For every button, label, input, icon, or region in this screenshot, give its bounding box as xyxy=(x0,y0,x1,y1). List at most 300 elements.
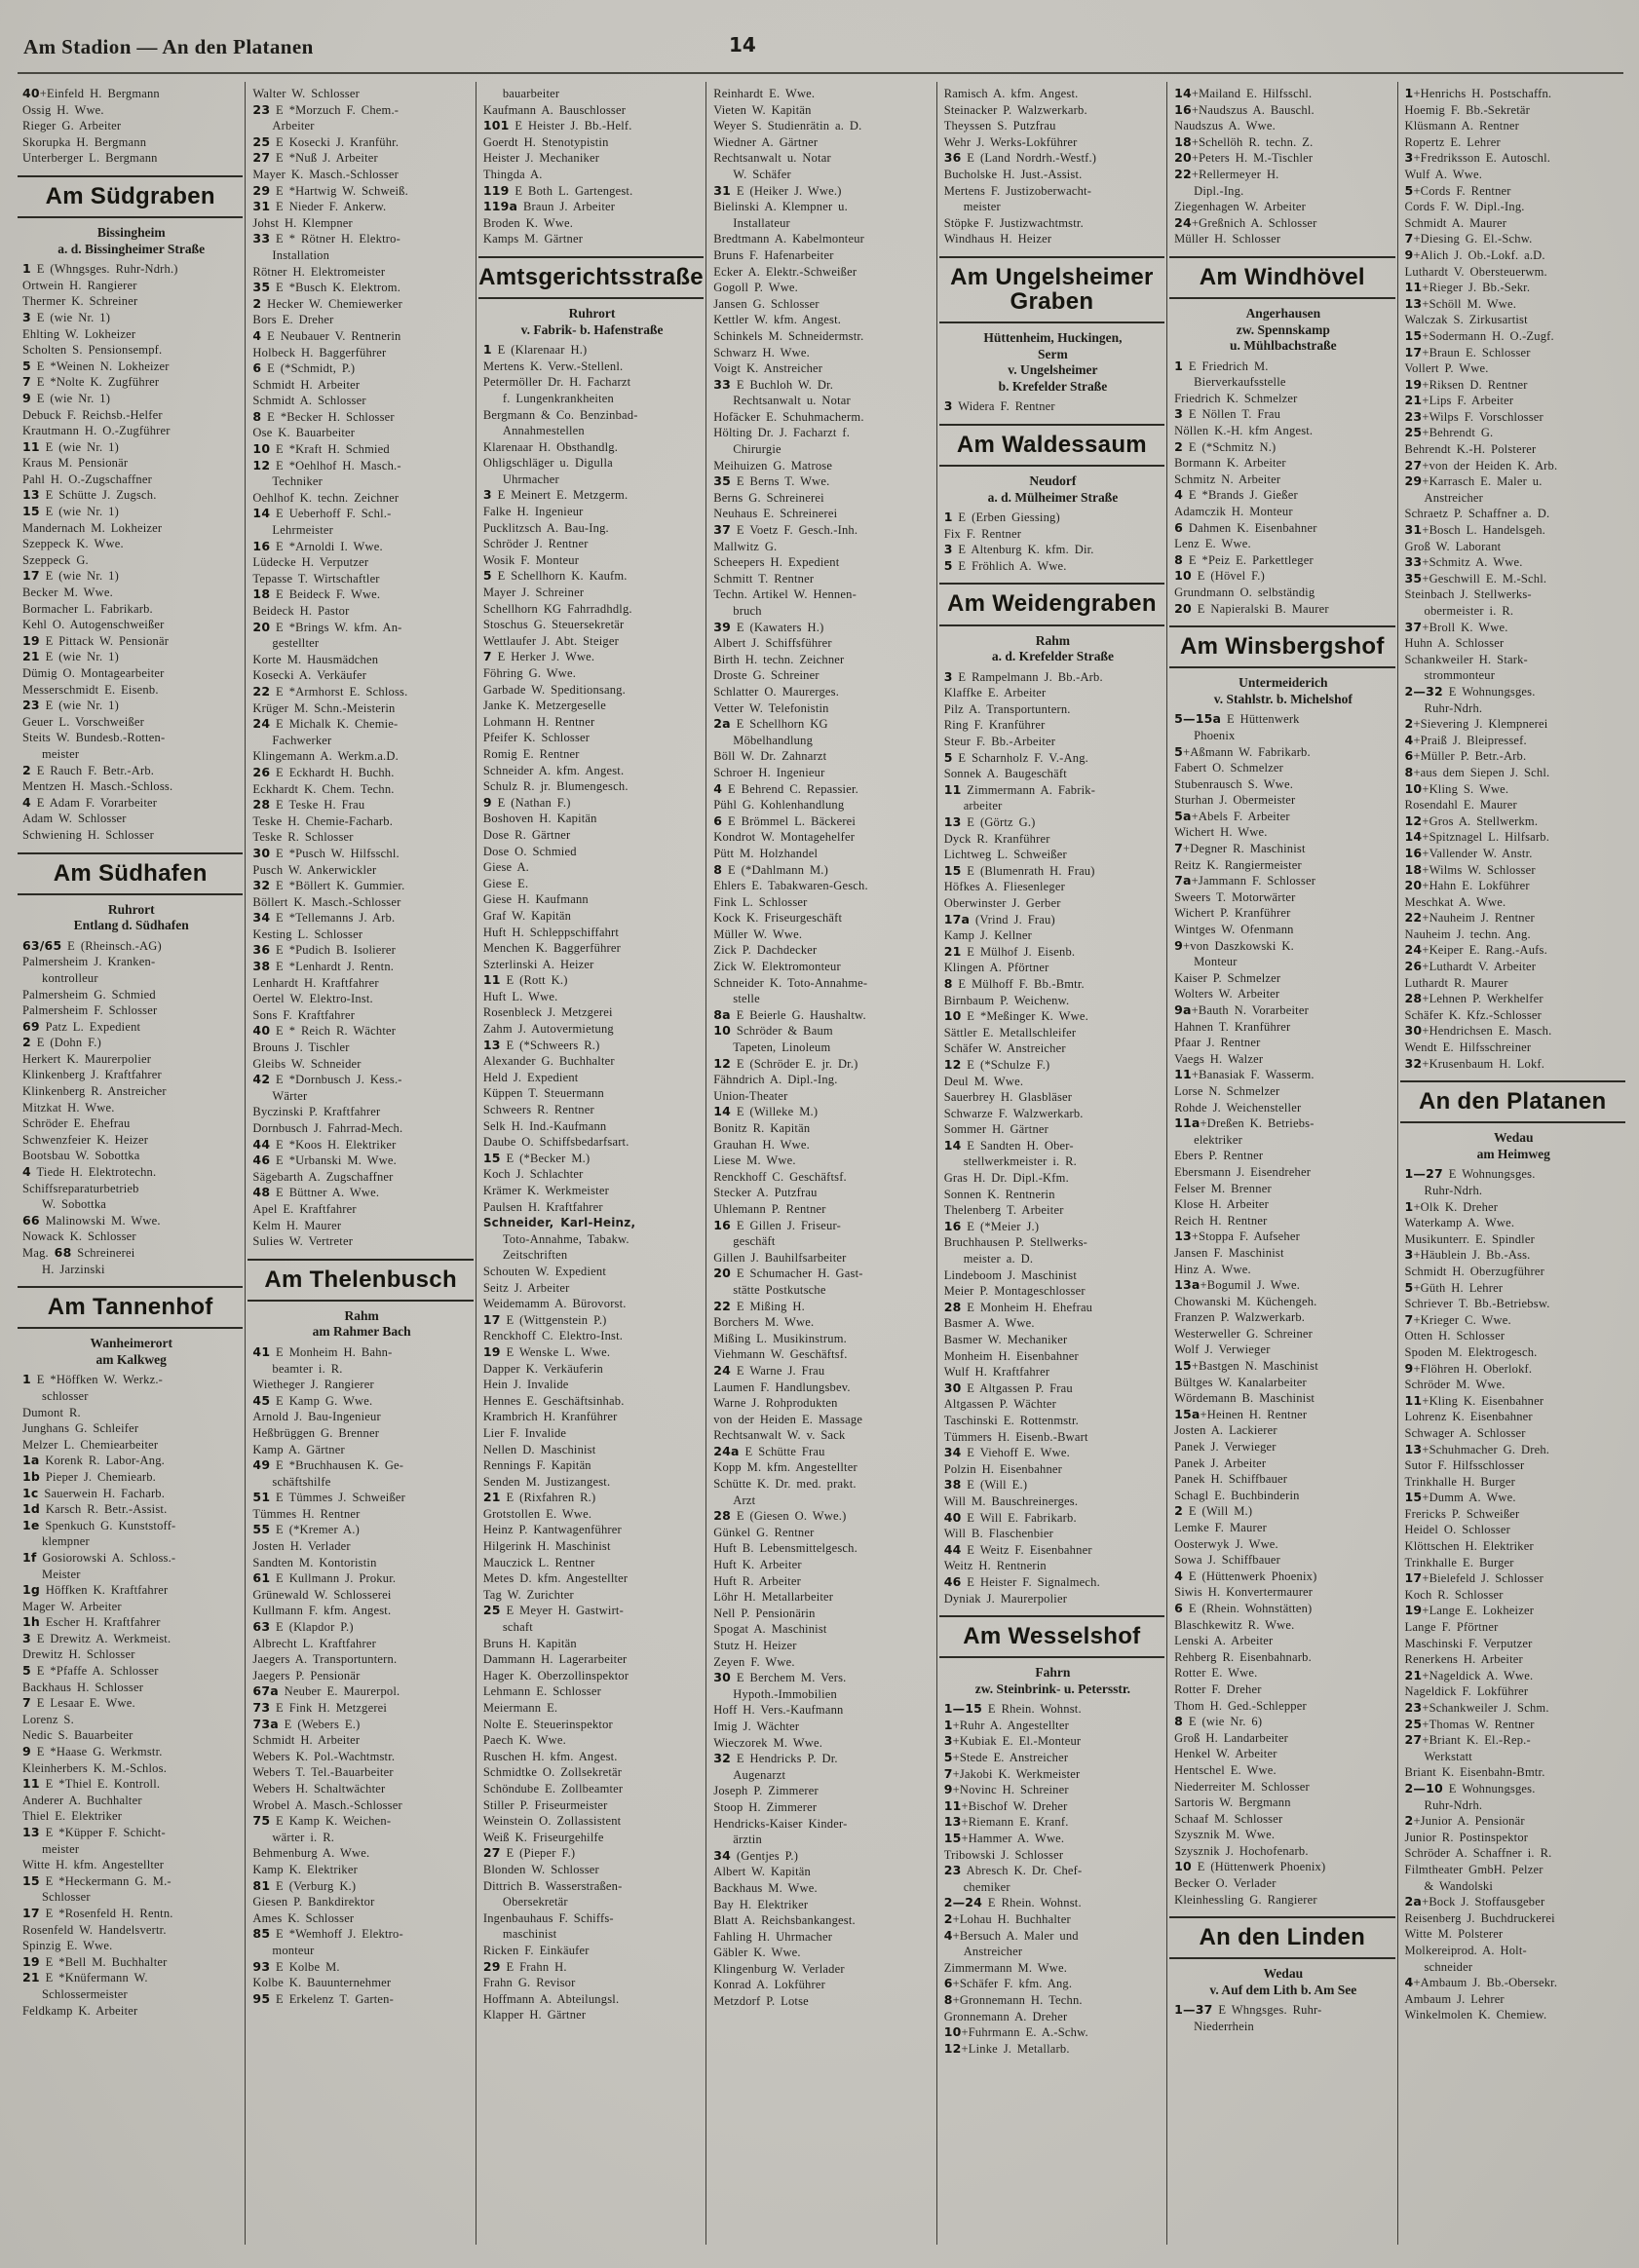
directory-entry: Melzer L. Chemiearbeiter xyxy=(22,1437,159,1452)
directory-entry: Anstreicher xyxy=(1424,490,1484,505)
directory-entry: Installateur xyxy=(733,215,790,230)
directory-entry: Giese A. xyxy=(482,860,529,875)
directory-entry: Wietheger J. Rangierer xyxy=(252,1378,374,1392)
directory-entry: 26+Luthardt V. Arbeiter xyxy=(1404,959,1537,974)
directory-entry: 51 E Tümmes J. Schweißer xyxy=(252,1490,406,1505)
directory-entry: 1c Sauerwein H. Facharb. xyxy=(22,1485,166,1500)
directory-entry: Huft L. Wwe. xyxy=(482,989,558,1003)
directory-entry: Sweers T. Motorwärter xyxy=(1174,889,1296,904)
directory-entry: Deul M. Wwe. xyxy=(943,1074,1024,1088)
directory-entry: 119a Braun J. Arbeiter xyxy=(482,199,616,214)
directory-entry: 40+Einfeld H. Bergmann xyxy=(22,86,160,100)
directory-entry: 21 E (Rixfahren R.) xyxy=(482,1490,596,1505)
directory-entry: 23 E *Morzuch F. Chem.- xyxy=(252,101,400,117)
directory-entry: 63/65 E (Rheinsch.-AG) xyxy=(22,937,162,953)
directory-entry: 8 E (wie Nr. 6) xyxy=(1174,1714,1263,1729)
directory-entry: Sturhan J. Obermeister xyxy=(1174,793,1296,808)
directory-entry: Nauheim J. techn. Ang. xyxy=(1404,926,1531,941)
directory-entry: Boshoven H. Kapitän xyxy=(482,812,597,826)
directory-entry: Romig E. Rentner xyxy=(482,746,580,761)
directory-entry: Ortwein H. Rangierer xyxy=(22,278,137,292)
directory-entry: 36 E (Land Nordrh.-Westf.) xyxy=(943,150,1097,166)
directory-entry: Schroer H. Ingenieur xyxy=(713,765,825,779)
district-subheader-line: Rahm xyxy=(1035,632,1071,648)
directory-entry: Rennings F. Kapitän xyxy=(482,1458,591,1473)
directory-entry: 38 E (Will E.) xyxy=(943,1477,1028,1493)
directory-entry: Augenarzt xyxy=(733,1767,786,1782)
directory-entry: Feldkamp K. Arbeiter xyxy=(22,2003,138,2018)
directory-entry: 15+Dumm A. Wwe. xyxy=(1404,1490,1516,1505)
directory-entry: Taschinski E. Rottenmstr. xyxy=(943,1413,1079,1427)
directory-entry: 19+Lange E. Lokheizer xyxy=(1404,1603,1535,1618)
directory-entry: Ose K. Bauarbeiter xyxy=(252,426,356,440)
directory-entry: 1d Karsch R. Betr.-Assist. xyxy=(22,1501,168,1517)
directory-entry: 63 E (Klapdor P.) xyxy=(252,1619,354,1635)
directory-entry: Sättler E. Metallschleifer xyxy=(943,1025,1077,1040)
directory-entry: stellwerkmeister i. R. xyxy=(963,1154,1078,1169)
directory-entry: Behrendt K.-H. Polsterer xyxy=(1404,442,1537,457)
directory-entry: Voigt K. Anstreicher xyxy=(713,361,823,376)
directory-entry: 1a Korenk R. Labor-Ang. xyxy=(22,1453,165,1468)
directory-entry: Phoenix xyxy=(1194,728,1236,742)
directory-entry: Schriever T. Bb.-Betriebsw. xyxy=(1404,1297,1550,1311)
directory-entry: Schulz R. jr. Blumengesch. xyxy=(482,779,629,794)
directory-entry: Möbelhandlung xyxy=(733,733,814,747)
directory-entry: Bruns H. Kapitän xyxy=(482,1636,577,1650)
directory-entry: Kopp M. kfm. Angestellter xyxy=(713,1460,858,1475)
directory-entry: Frericks P. Schweißer xyxy=(1404,1506,1520,1521)
directory-entry: 67a Neuber E. Maurerpol. xyxy=(252,1683,400,1699)
directory-entry: 101 E Heister J. Bb.-Helf. xyxy=(482,118,632,133)
directory-entry: Schröder J. Rentner xyxy=(482,537,589,551)
directory-entry: Oberwinster J. Gerber xyxy=(943,895,1061,910)
directory-entry: Kleinherbers K. M.-Schlos. xyxy=(22,1760,168,1775)
directory-entry: Ingenbauhaus F. Schiffs- xyxy=(482,1910,614,1925)
directory-entry: Schröder A. Schaffner i. R. xyxy=(1404,1846,1552,1861)
directory-entry: 9 E (wie Nr. 1) xyxy=(22,390,111,405)
directory-entry: Bergmann & Co. Benzinbad- xyxy=(482,407,638,422)
directory-entry: Mitzkat H. Wwe. xyxy=(22,1100,115,1115)
directory-entry: Schagl E. Buchbinderin xyxy=(1174,1488,1300,1502)
directory-entry: Szeppeck G. xyxy=(22,552,89,567)
directory-entry: Neuhaus E. Schreinerei xyxy=(713,507,838,521)
directory-entry: Joseph P. Zimmerer xyxy=(713,1784,819,1798)
directory-entry: Geuer L. Vorschweißer xyxy=(22,714,145,729)
directory-entry: Backhaus H. Schlosser xyxy=(22,1680,144,1694)
directory-entry: Friedrich K. Schmelzer xyxy=(1174,391,1298,405)
directory-entry: Nageldick F. Lokführer xyxy=(1404,1684,1529,1699)
directory-entry: Kleinhessling G. Rangierer xyxy=(1174,1892,1317,1907)
directory-entry: W. Schäfer xyxy=(733,167,791,181)
directory-entry: 37+Broll K. Wwe. xyxy=(1404,619,1508,634)
directory-entry: 7a+Jammann F. Schlosser xyxy=(1174,873,1316,888)
directory-entry: Scholten S. Pensionsempf. xyxy=(22,343,163,358)
directory-entry: W. Sobottka xyxy=(42,1197,107,1212)
directory-entry: 11 E *Thiel E. Kontroll. xyxy=(22,1776,161,1792)
directory-entry: Stoop H. Zimmerer xyxy=(713,1799,818,1814)
directory-entry: Bültges W. Kanalarbeiter xyxy=(1174,1375,1307,1389)
directory-entry: Dose R. Gärtner xyxy=(482,827,571,842)
directory-entry: Hoemig F. Bb.-Sekretär xyxy=(1404,102,1531,117)
directory-entry: Wolf J. Verwieger xyxy=(1174,1342,1271,1357)
directory-entry: 21+Nageldick A. Wwe. xyxy=(1404,1667,1534,1682)
directory-entry: Groß H. Landarbeiter xyxy=(1174,1730,1289,1745)
directory-entry: 20 E Napieralski B. Maurer xyxy=(1174,600,1329,616)
directory-entry: Wintges W. Ofenmann xyxy=(1174,923,1294,937)
directory-entry: Schlatter O. Maurerges. xyxy=(713,684,840,699)
directory-entry: Pfeifer K. Schlosser xyxy=(482,731,591,745)
directory-entry: Giesen P. Bankdirektor xyxy=(252,1895,375,1909)
directory-entry: Stecker A. Putzfrau xyxy=(713,1186,818,1200)
directory-column-1 xyxy=(16,82,246,2245)
street-section-header: Am Waldessaum xyxy=(939,424,1164,467)
district-subheader-line: am Heimweg xyxy=(1476,1146,1550,1161)
directory-entry: Schweers R. Rentner xyxy=(482,1103,594,1117)
directory-entry: Fix F. Rentner xyxy=(943,526,1022,541)
directory-entry: Held J. Expedient xyxy=(482,1070,579,1084)
directory-entry: Nedic S. Bauarbeiter xyxy=(22,1728,133,1743)
directory-entry: 93 E Kolbe M. xyxy=(252,1958,340,1974)
directory-entry: Goerdt H. Stenotypistin xyxy=(482,134,609,149)
directory-entry: Schwager A. Schlosser xyxy=(1404,1425,1526,1440)
directory-entry: Weinstein O. Zollassistent xyxy=(482,1814,622,1829)
street-section-header: Am Ungelsheimer Graben xyxy=(939,256,1164,323)
directory-entry: Schmitt T. Rentner xyxy=(713,571,815,586)
directory-entry: 24a E Schütte Frau xyxy=(713,1443,825,1458)
directory-entry: 27 E (Pieper F.) xyxy=(482,1845,576,1861)
directory-entry: Becker O. Verlader xyxy=(1174,1876,1277,1891)
directory-entry: 41 E Monheim H. Bahn- xyxy=(252,1343,393,1359)
directory-entry: ärztin xyxy=(733,1833,762,1847)
directory-entry: Paech K. Wwe. xyxy=(482,1733,566,1748)
directory-entry: 1e Spenkuch G. Kunststoff- xyxy=(22,1517,176,1532)
directory-entry: Obersekretär xyxy=(502,1895,568,1909)
directory-entry: 31+Bosch L. Handelsgeh. xyxy=(1404,522,1545,538)
directory-entry: Kosecki A. Verkäufer xyxy=(252,668,367,683)
directory-entry: 31 E Nieder F. Ankerw. xyxy=(252,199,387,214)
directory-entry: 15 E *Heckermann G. M.- xyxy=(22,1872,172,1888)
directory-entry: Schmitz N. Arbeiter xyxy=(1174,472,1281,486)
directory-entry: 5 E *Weinen N. Lokheizer xyxy=(22,358,170,373)
directory-entry: Broden K. Wwe. xyxy=(482,215,574,230)
directory-entry: Klingenburg W. Verlader xyxy=(713,1961,845,1976)
directory-entry: Teske H. Chemie-Facharb. xyxy=(252,813,394,828)
directory-entry: Küppen T. Steuermann xyxy=(482,1086,604,1101)
directory-entry: Wosik F. Monteur xyxy=(482,552,580,567)
directory-entry: Lindeboom J. Maschinist xyxy=(943,1267,1078,1282)
directory-entry: Schwiening H. Schlosser xyxy=(22,827,154,842)
directory-entry: 3 E Altenburg K. kfm. Dir. xyxy=(943,542,1094,557)
directory-entry: Schellhorn KG Fahrradhdlg. xyxy=(482,601,632,616)
directory-entry: 11 E (Rott K.) xyxy=(482,972,568,988)
directory-entry: schneider xyxy=(1424,1959,1473,1974)
directory-entry: 15 E (wie Nr. 1) xyxy=(22,504,119,519)
directory-entry: Stubenrausch S. Wwe. xyxy=(1174,776,1294,791)
directory-entry: 21 E *Knüfermann W. xyxy=(22,1970,148,1985)
directory-entry: 6 E Brömmel L. Bäckerei xyxy=(713,813,857,828)
directory-entry: Gleibs W. Schneider xyxy=(252,1056,362,1071)
district-subheader-line: Untermeiderich xyxy=(1239,675,1328,691)
directory-entry: Rohde J. Weichensteller xyxy=(1174,1100,1302,1115)
directory-entry: 7 E Lesaar E. Wwe. xyxy=(22,1695,135,1711)
directory-entry: 10+Kling S. Wwe. xyxy=(1404,780,1509,796)
directory-entry: Krautmann H. O.-Zugführer xyxy=(22,424,171,438)
directory-entry: Krambrich H. Kranführer xyxy=(482,1410,618,1424)
directory-entry: Schöndube E. Zollbeamter xyxy=(482,1781,624,1796)
directory-entry: Grauhan H. Wwe. xyxy=(713,1137,810,1152)
directory-entry: 31 E (Heiker J. Wwe.) xyxy=(713,182,842,198)
directory-entry: Tepasse T. Wirtschaftler xyxy=(252,571,380,586)
district-subheader-line: Entlang d. Südhafen xyxy=(73,918,189,933)
directory-entry: Ames K. Schlosser xyxy=(252,1910,355,1925)
directory-entry: Rehberg R. Eisenbahnarb. xyxy=(1174,1649,1312,1664)
directory-entry: 5 E Schellhorn K. Kaufm. xyxy=(482,568,628,584)
directory-entry: Mayer J. Schreiner xyxy=(482,586,585,600)
district-subheader-line: Bissingheim xyxy=(96,225,166,241)
directory-entry: Zimmermann M. Wwe. xyxy=(943,1960,1068,1975)
directory-entry: 13 E *Küpper F. Schicht- xyxy=(22,1825,166,1839)
directory-entry: Lemke F. Maurer xyxy=(1174,1521,1267,1534)
directory-entry: Lange F. Pförtner xyxy=(1404,1620,1499,1635)
directory-entry: Meiermann E. xyxy=(482,1701,558,1715)
district-subheader-line: Ruhrort xyxy=(568,306,616,321)
directory-entry: Steur F. Bb.-Arbeiter xyxy=(943,735,1056,749)
directory-entry: Spogat A. Maschinist xyxy=(713,1622,827,1637)
directory-entry: Palmersheim G. Schmied xyxy=(22,987,156,1002)
directory-entry: 61 E Kullmann J. Prokur. xyxy=(252,1570,397,1586)
directory-entry: Westerweller G. Schreiner xyxy=(1174,1326,1314,1341)
district-subheader-line: zw. Steinbrink- u. Petersstr. xyxy=(974,1681,1131,1696)
directory-entry: Adamczik H. Monteur xyxy=(1174,504,1293,518)
district-subheader-line: Neudorf xyxy=(1029,473,1077,489)
directory-entry: 8+aus dem Siepen J. Schl. xyxy=(1404,764,1550,779)
directory-entry: 4 E Behrend C. Repassier. xyxy=(713,780,858,796)
directory-entry: Walter W. Schlosser xyxy=(252,87,360,100)
directory-entry: 9a+Bauth N. Vorarbeiter xyxy=(1174,1002,1309,1017)
directory-entry: Szysznik J. Hochofenarb. xyxy=(1174,1843,1309,1858)
directory-entry: Hennes E. Geschäftsinhab. xyxy=(482,1393,625,1408)
directory-entry: 11+Banasiak F. Wasserm. xyxy=(1174,1067,1315,1082)
directory-entry: 3 E Rampelmann J. Bb.-Arb. xyxy=(943,668,1103,684)
district-subheader-line: a. d. Bissingheimer Straße xyxy=(57,241,206,256)
directory-entry: Pilz A. Transportuntern. xyxy=(943,701,1071,716)
directory-entry: 21 E (wie Nr. 1) xyxy=(22,649,119,664)
directory-entry: 9+Flöhren H. Oberlokf. xyxy=(1404,1360,1533,1376)
directory-entry: 5+Cords F. Rentner xyxy=(1404,182,1511,198)
street-section-header: Am Weidengraben xyxy=(939,583,1164,625)
directory-entry: Droste G. Schreiner xyxy=(713,668,820,683)
directory-entry: Messerschmidt E. Eisenb. xyxy=(22,682,159,697)
directory-entry: 35+Geschwill E. M.-Schl. xyxy=(1404,570,1547,586)
directory-entry: Klarenaar H. Obsthandlg. xyxy=(482,439,619,454)
directory-entry: 24+Keiper E. Rang.-Aufs. xyxy=(1404,942,1547,958)
directory-entry: Ossig H. Wwe. xyxy=(22,102,104,117)
directory-entry: Stöpke F. Justizwachtmstr. xyxy=(943,215,1084,230)
directory-entry: Dümig O. Montagearbeiter xyxy=(22,666,165,680)
directory-entry: Winkelmolen K. Chemiew. xyxy=(1404,2008,1547,2022)
directory-entry: Lenz E. Wwe. xyxy=(1174,537,1251,551)
directory-entry: 32 E *Böllert K. Gummier. xyxy=(252,878,405,893)
directory-entry: 13 E (*Schweers R.) xyxy=(482,1037,600,1052)
directory-entry: Selk H. Ind.-Kaufmann xyxy=(482,1118,607,1133)
directory-entry: 28 E Teske H. Frau xyxy=(252,797,365,813)
directory-entry: Stutz H. Heizer xyxy=(713,1639,797,1652)
directory-entry: Stiller P. Friseurmeister xyxy=(482,1797,608,1812)
directory-entry: Mißing L. Musikinstrum. xyxy=(713,1331,847,1345)
directory-entry: Bors E. Dreher xyxy=(252,313,334,327)
directory-entry: Cords F. W. Dipl.-Ing. xyxy=(1404,200,1525,214)
directory-entry: Zahm J. Autovermietung xyxy=(482,1022,614,1037)
directory-entry: Lohmann H. Rentner xyxy=(482,714,595,729)
directory-entry: Zeitschriften xyxy=(502,1248,568,1263)
district-subheader-line: Fahrn xyxy=(1035,1665,1071,1681)
directory-entry: Filmtheater GmbH. Pelzer xyxy=(1404,1862,1544,1876)
directory-entry: 29+Karrasch E. Maler u. xyxy=(1404,473,1543,489)
directory-entry: Krämer K. Werkmeister xyxy=(482,1184,609,1197)
directory-entry: Kamp J. Kellner xyxy=(943,928,1032,943)
directory-entry: 20 E *Brings W. kfm. An- xyxy=(252,619,402,634)
directory-entry: Dittrich B. Wasserstraßen- xyxy=(482,1878,623,1893)
directory-entry: 14+Spitznagel L. Hilfsarb. xyxy=(1404,829,1550,845)
directory-entry: Falke H. Ingenieur xyxy=(482,505,584,519)
directory-entry: Kolbe K. Bauunternehmer xyxy=(252,1976,392,1990)
directory-entry: Dipl.-Ing. xyxy=(1194,183,1244,198)
page-number: 14 xyxy=(729,33,756,57)
directory-entry: Krüger M. Schn.-Meisterin xyxy=(252,700,396,715)
directory-entry: 1 E (Erben Giessing) xyxy=(943,510,1060,525)
directory-entry: Reitz K. Rangiermeister xyxy=(1174,857,1302,872)
directory-entry: Kock K. Friseurgeschäft xyxy=(713,911,843,926)
directory-entry: Nell P. Pensionärin xyxy=(713,1606,816,1620)
directory-entry: Frahn G. Revisor xyxy=(482,1976,576,1990)
directory-entry: Will B. Flaschenbier xyxy=(943,1527,1053,1541)
directory-entry: Mentzen H. Masch.-Schloss. xyxy=(22,779,173,794)
directory-entry: Klose H. Arbeiter xyxy=(1174,1197,1270,1212)
district-subheader-line: zw. Spennskamp xyxy=(1236,321,1330,337)
directory-entry: Schäfer W. Anstreicher xyxy=(943,1041,1066,1056)
directory-entry: Anstreicher xyxy=(963,1945,1023,1959)
directory-entry: 14 E Ueberhoff F. Schl.- xyxy=(252,506,392,521)
directory-entry: 10 E *Meßinger K. Wwe. xyxy=(943,1008,1088,1024)
directory-entry: klempner xyxy=(42,1534,90,1549)
directory-entry: Chowanski M. Küchengeh. xyxy=(1174,1294,1317,1308)
directory-entry: Rotter F. Dreher xyxy=(1174,1682,1262,1696)
directory-entry: 8a E Beierle G. Haushaltw. xyxy=(713,1006,866,1022)
directory-column-5 xyxy=(937,82,1167,2245)
directory-entry: Ehlting W. Lokheizer xyxy=(22,326,136,341)
directory-entry: & Wandolski xyxy=(1424,1878,1494,1893)
directory-entry: Nellen D. Maschinist xyxy=(482,1442,596,1456)
directory-columns xyxy=(16,82,1627,2245)
directory-entry: Lorse N. Schmelzer xyxy=(1174,1083,1280,1098)
directory-entry: Bay H. Elektriker xyxy=(713,1897,809,1911)
directory-entry: 119 E Both L. Gartengest. xyxy=(482,182,633,198)
directory-entry: schaft xyxy=(502,1620,533,1635)
directory-entry: Kamp K. Elektriker xyxy=(252,1862,358,1876)
district-subheader-line: Wedau xyxy=(1493,1130,1534,1146)
page-header-street-range: Am Stadion — An den Platanen xyxy=(23,35,314,58)
directory-entry: 15+Sodermann H. O.-Zugf. xyxy=(1404,327,1554,343)
directory-entry: Sons F. Kraftfahrer xyxy=(252,1007,356,1022)
directory-entry: Höfkes A. Fliesenleger xyxy=(943,880,1065,894)
directory-entry: Alexander G. Buchhalter xyxy=(482,1054,615,1069)
directory-entry: Gogoll P. Wwe. xyxy=(713,281,799,295)
directory-entry: Dapper K. Verkäuferin xyxy=(482,1361,604,1376)
directory-entry: Klingemann A. Werkm.a.D. xyxy=(252,749,399,764)
directory-entry: 5 E *Pfaffe A. Schlosser xyxy=(22,1663,159,1679)
district-subheader-line: Serm xyxy=(1038,346,1068,361)
directory-entry: Maschinski F. Verputzer xyxy=(1404,1636,1533,1650)
directory-entry: Schwarz H. Wwe. xyxy=(713,345,810,359)
directory-entry: Vaegs H. Walzer xyxy=(1174,1051,1264,1066)
directory-entry: 2+Lohau H. Buchhalter xyxy=(943,1911,1071,1926)
directory-entry: Sonnen K. Rentnerin xyxy=(943,1187,1055,1201)
directory-entry: 5 E Fröhlich A. Wwe. xyxy=(943,557,1067,573)
directory-entry: Oertel W. Elektro-Inst. xyxy=(252,992,373,1006)
directory-entry: Toto-Annahme, Tabakw. xyxy=(502,1231,629,1246)
directory-entry: Borchers M. Wwe. xyxy=(713,1315,815,1330)
directory-entry: Klingen A. Pförtner xyxy=(943,961,1049,975)
directory-entry: Backhaus M. Wwe. xyxy=(713,1880,818,1895)
directory-entry: Dammann H. Lagerarbeiter xyxy=(482,1652,628,1667)
directory-entry: 22 E Mißing H. xyxy=(713,1298,805,1313)
directory-entry: Schütte K. Dr. med. prakt. xyxy=(713,1477,857,1492)
directory-entry: Hager K. Oberzollinspektor xyxy=(482,1668,629,1682)
directory-entry: Sägebarth A. Zugschaffner xyxy=(252,1169,394,1184)
directory-entry: Schwarze F. Walzwerkarb. xyxy=(943,1106,1084,1120)
directory-entry: Tag W. Zurichter xyxy=(482,1587,574,1602)
directory-entry: Steits W. Bundesb.-Rotten- xyxy=(22,731,166,745)
directory-entry: Böll W. Dr. Zahnarzt xyxy=(713,749,827,764)
directory-entry: 7+Jakobi K. Werkmeister xyxy=(943,1765,1081,1781)
directory-entry: 27+Briant K. El.-Rep.- xyxy=(1404,1732,1531,1748)
directory-entry: Musikunterr. E. Spindler xyxy=(1404,1231,1535,1246)
directory-entry: 2+Junior A. Pensionär xyxy=(1404,1813,1525,1829)
directory-entry: 7 E Herker J. Wwe. xyxy=(482,649,595,664)
directory-entry: Daube O. Schiffsbedarfsart. xyxy=(482,1135,629,1150)
directory-entry: 22+Rellermeyer H. xyxy=(1174,166,1279,181)
directory-entry: Mertens F. Justizoberwacht- xyxy=(943,183,1092,198)
directory-entry: Renerkens H. Arbeiter xyxy=(1404,1652,1523,1667)
directory-entry: 3 E Meinert E. Metzgerm. xyxy=(482,487,629,503)
directory-entry: Blaschkewitz R. Wwe. xyxy=(1174,1617,1295,1632)
street-section-header: Am Tannenhof xyxy=(18,1286,243,1329)
directory-entry: Weiß K. Friseurgehilfe xyxy=(482,1830,604,1844)
directory-entry: Müller H. Schlosser xyxy=(1174,232,1281,246)
directory-entry: Seitz J. Arbeiter xyxy=(482,1280,570,1295)
directory-entry: Eckhardt K. Chem. Techn. xyxy=(252,781,395,796)
directory-entry: 15+Bastgen N. Maschinist xyxy=(1174,1358,1318,1374)
directory-entry: Zick P. Dachdecker xyxy=(713,943,818,958)
district-subheader-line: v. Auf dem Lith b. Am See xyxy=(1209,1982,1357,1997)
directory-entry: 26 E Eckhardt H. Buchh. xyxy=(252,764,395,779)
directory-entry: 18 E Beideck F. Wwe. xyxy=(252,586,381,602)
directory-entry: Renckhoff C. Elektro-Inst. xyxy=(482,1329,624,1343)
directory-entry: 21 E Mülhof J. Eisenb. xyxy=(943,943,1076,959)
directory-entry: Ruhr-Ndrh. xyxy=(1424,1797,1483,1812)
directory-entry: Arnold J. Bau-Ingenieur xyxy=(252,1410,381,1424)
directory-entry: 81 E (Verburg K.) xyxy=(252,1877,357,1893)
directory-entry: Petermöller Dr. H. Facharzt xyxy=(482,375,631,390)
directory-entry: Nöllen K.-H. kfm Angest. xyxy=(1174,424,1314,437)
directory-entry: Dose O. Schmied xyxy=(482,844,577,858)
directory-entry: Ebersmann J. Eisendreher xyxy=(1174,1164,1312,1179)
directory-entry: 4+Praiß J. Bleipressef. xyxy=(1404,732,1527,747)
directory-entry: Wichert H. Wwe. xyxy=(1174,825,1268,840)
directory-entry: Schneider, Karl-Heinz, xyxy=(482,1216,636,1230)
directory-entry: Wettlaufer J. Abt. Steiger xyxy=(482,633,619,648)
directory-entry: Klüsmann A. Rentner xyxy=(1404,119,1519,133)
